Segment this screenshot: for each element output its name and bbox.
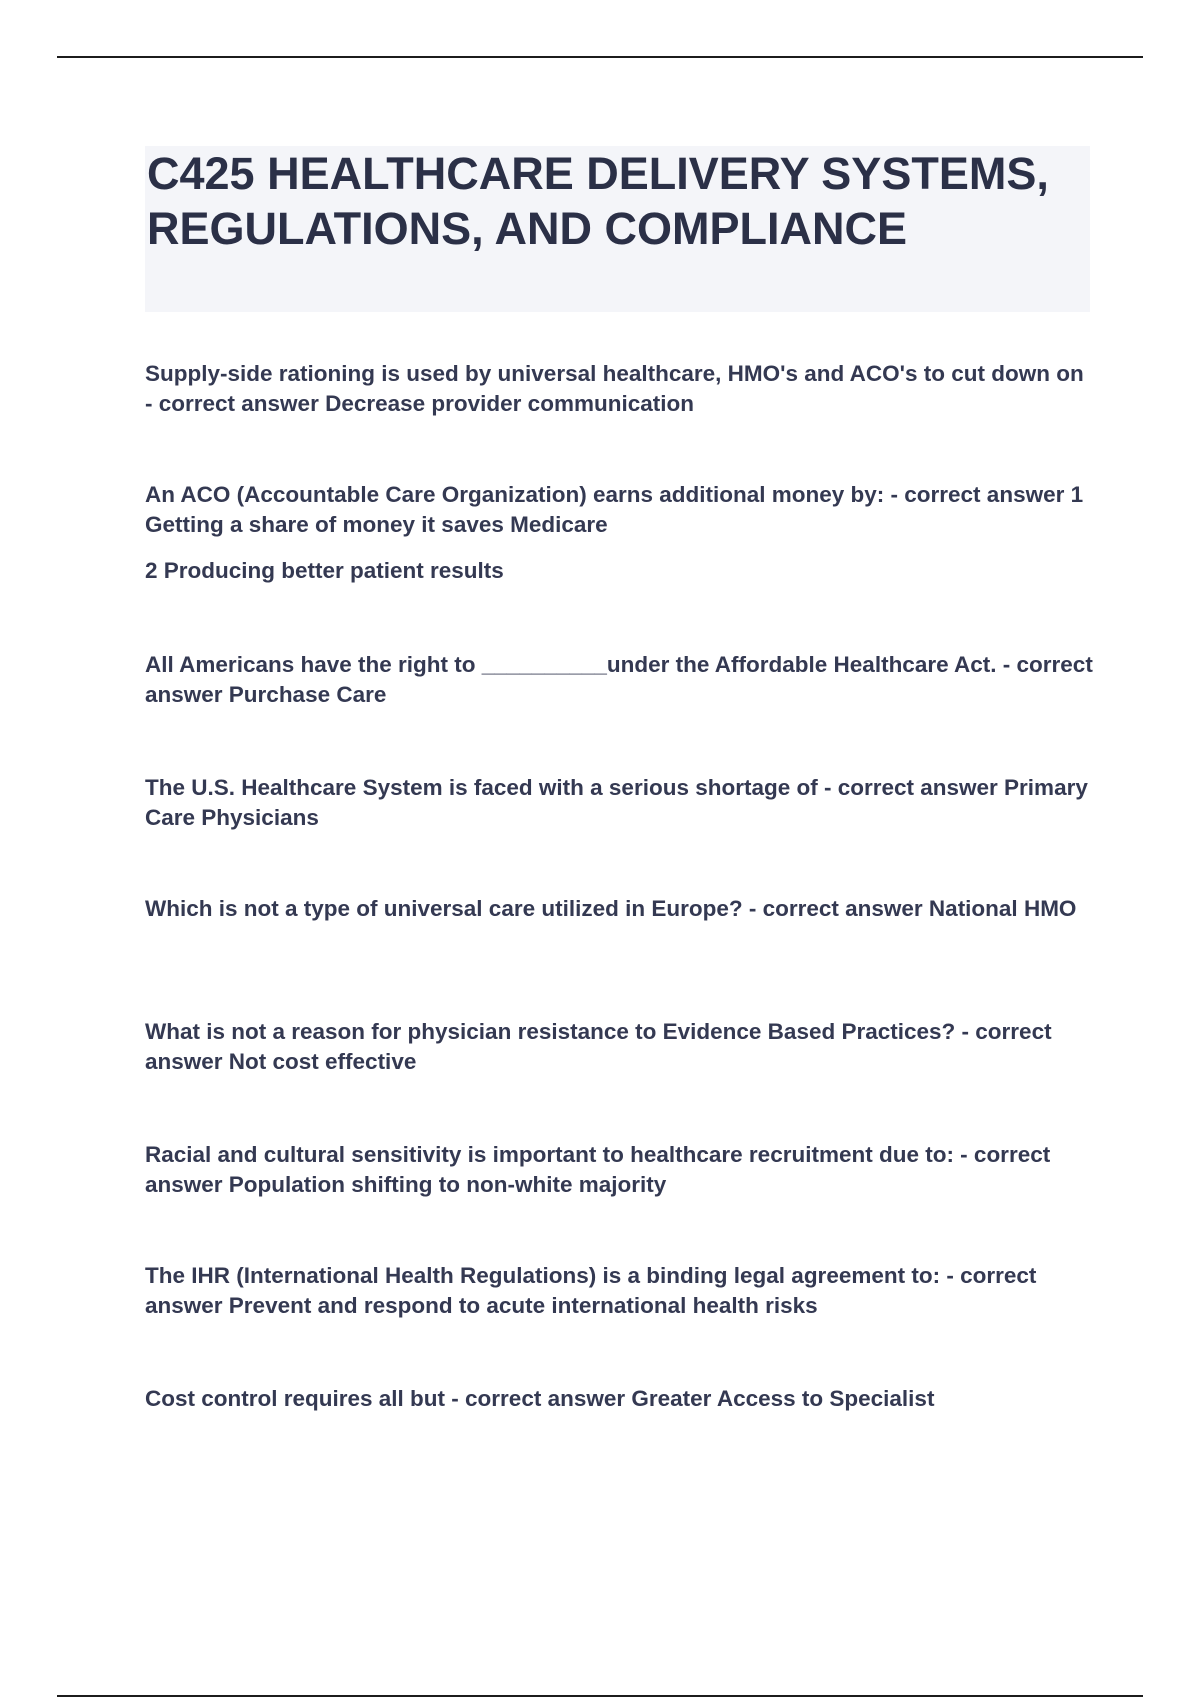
document-title: C425 HEALTHCARE DELIVERY SYSTEMS, REGULATIONS, AND COMPLIANCE xyxy=(147,148,1049,254)
qa-item-3 xyxy=(145,650,1095,710)
qa-text: Racial and cultural sensitivity is important to healthcare recruitment due to: - correct answer Population shifting to non-white majority xyxy=(145,1142,1051,1197)
qa-text: Cost control requires all but - correct answer Greater Access to Specialist xyxy=(145,1386,935,1411)
bottom-rule xyxy=(57,1695,1143,1697)
qa-item-2 xyxy=(145,480,1095,586)
top-rule xyxy=(57,56,1143,58)
qa-text: Which is not a type of universal care utilized in Europe? - correct answer National HMO xyxy=(145,896,1077,921)
qa-text-continued: 2 Producing better patient results xyxy=(145,558,504,583)
title-block xyxy=(145,146,1090,312)
qa-item-8 xyxy=(145,1261,1095,1321)
qa-item-9 xyxy=(145,1384,1095,1414)
qa-item-6 xyxy=(145,1017,1095,1077)
qa-text: All Americans have the right to __________under the Affordable Healthcare Act. - correct answer Purchase Care xyxy=(145,652,1093,707)
qa-text: Supply-side rationing is used by universal healthcare, HMO's and ACO's to cut down on - correct answer Decrease provider communication xyxy=(145,361,1084,416)
qa-item-7 xyxy=(145,1140,1095,1200)
qa-item-1 xyxy=(145,359,1095,419)
qa-text: What is not a reason for physician resistance to Evidence Based Practices? - correct answer Not cost effective xyxy=(145,1019,1052,1074)
qa-text: The U.S. Healthcare System is faced with a serious shortage of - correct answer Primary Care Physicians xyxy=(145,775,1088,830)
qa-item-5 xyxy=(145,894,1095,924)
qa-item-4 xyxy=(145,773,1095,833)
qa-text: An ACO (Accountable Care Organization) earns additional money by: - correct answer 1 Getting a share of money it saves Medicare xyxy=(145,482,1084,537)
qa-text: The IHR (International Health Regulations) is a binding legal agreement to: - correct answer Prevent and respond to acute international health risks xyxy=(145,1263,1037,1318)
